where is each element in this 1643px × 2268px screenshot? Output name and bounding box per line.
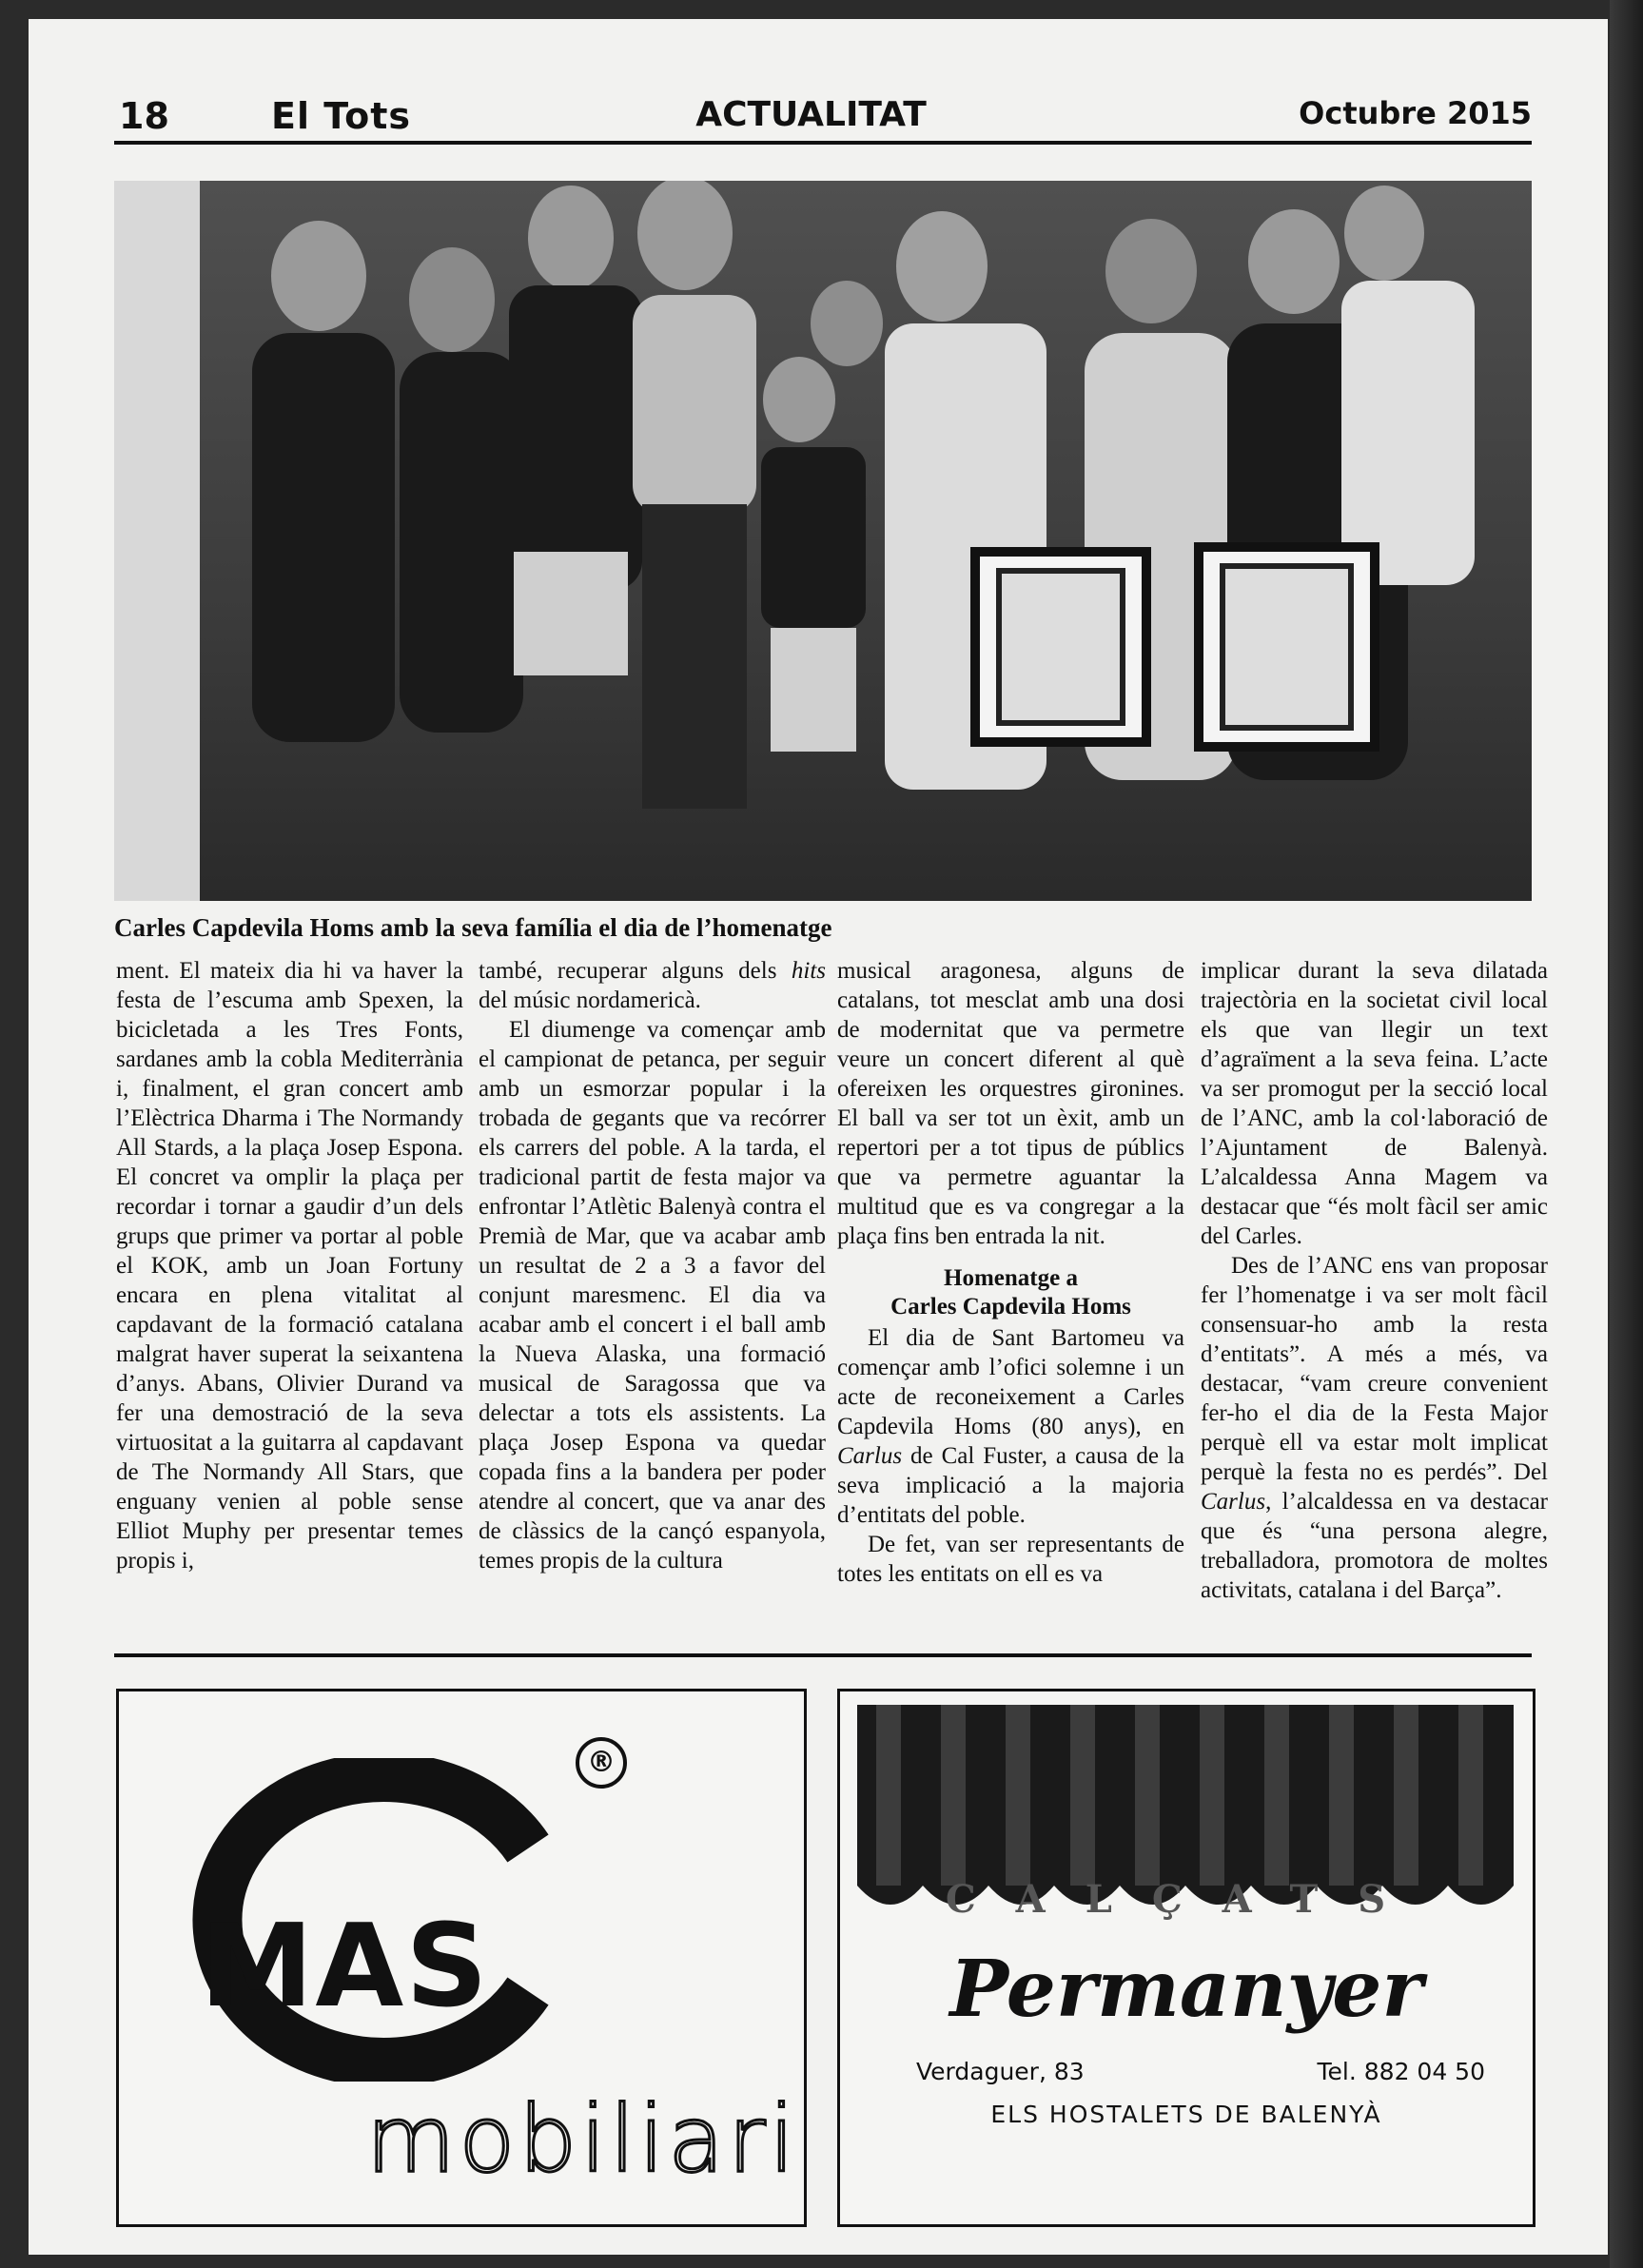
header-rule (114, 141, 1532, 145)
shop-town: ELS HOSTALETS DE BALENYÀ (990, 2101, 1382, 2128)
ad-calcats-permanyer (837, 1689, 1535, 2227)
page-spine (1610, 0, 1643, 2268)
family-group-photo (114, 181, 1532, 901)
issue-date: Octubre 2015 (1299, 95, 1532, 131)
photo-caption: Carles Capdevila Homs amb la seva família el dia de l’homenatge (114, 913, 832, 942)
article-paragraph: musical aragonesa, alguns de catalans, tot mesclat amb una dosi de modernitat que va permetre veure un concert diferent al què ofereixen les orquestres gironines. El ball va ser tot un èxit, amb un repertori per a tot tipus de públics que va permetre aguantar la multitud que es va congregar a la plaça fins ben entrada la nit. (837, 958, 1184, 1249)
article-bottom-rule (114, 1653, 1532, 1657)
mobiliari-wordmark: mobiliari (366, 2086, 799, 2193)
article-column-2 (479, 956, 826, 1575)
article-paragraph: De fet, van ser representants de totes les entitats on ell es va (837, 1532, 1184, 1587)
calcats-label: CALÇATS (945, 1877, 1426, 1922)
shop-address: Verdaguer, 83 (916, 2058, 1085, 2085)
article-paragraph: ment. El mateix dia hi va haver la festa de l’escuma amb Spexen, la bicicletada a les Tres Fonts, sardanes amb la cobla Mediterrània i, finalment, el gran concert amb l’Elèctrica Dharma i The Normandy All Stards, a la plaça Josep Espona. El concret va omplir la plaça per recordar i tornar a gaudir d’un dels grups que primer va portar al poble el KOK, amb un Joan Fortuny encara en plena vitalitat al capdavant de la formació catalana malgrat haver superat la seixantena d’anys. Abans, Olivier Durand va fer una demostració de la seva virtuositat a la guitarra al capdavant de The Normandy All Stars, que enguany venien al poble sense Elliot Muphy per presentar temes propis i, (116, 958, 463, 1574)
permanyer-brand: Permanyer (949, 1944, 1423, 2035)
article-column-1 (116, 956, 463, 1575)
article-paragraph: El dia de Sant Bartomeu va començar amb l’ofici solemne i un acte de reconeixement a Carles Capdevila Homs (80 anys), en Carlus de Cal Fuster, a causa de la seva implicació a la majoria d’entitats del poble. (837, 1325, 1184, 1528)
article-column-3 (837, 956, 1184, 1589)
mas-brand: MAS (200, 1901, 490, 2033)
publication-name: El Tots (271, 95, 411, 137)
article-subheading: Homenatge a Carles Capdevila Homs (890, 1265, 1131, 1320)
shop-phone: Tel. 882 04 50 (1317, 2058, 1485, 2085)
article-paragraph: implicar durant la seva dilatada trajectòria en la societat civil local els que van llegir un text d’agraïment a la seva feina. L’acte va ser promogut per la secció local de l’ANC, amb la col·laboració de l’Ajuntament de Balenyà. L’alcaldessa Anna Magem va destacar que “és molt fàcil ser amic del Carles. (1201, 958, 1548, 1249)
page-header (90, 76, 1532, 143)
photo-illustration-icon (114, 181, 1532, 901)
section-title: ACTUALITAT (695, 95, 927, 134)
registered-mark: ® (576, 1737, 627, 1789)
page-number: 18 (119, 95, 169, 137)
article-paragraph: també, recuperar alguns dels hits del músic nordamericà. (479, 958, 826, 1013)
article-paragraph: El diumenge va començar amb el campionat de petanca, per seguir amb un esmorzar popular i la trobada de gegants que va recórrer els carrers del poble. A la tarda, el tradicional partit de festa major va enfrontar l’Atlètic Balenyà contra el Premià de Mar, que va acabar amb un resultat de 2 a 3 a favor del conjunt maresmenc. El dia va acabar amb el concert i el ball amb la Nueva Alaska, una formació musical de Saragossa que va delectar a tots els assistents. La plaça Josep Espona va quedar copada fins a la bandera per poder atendre al concert, que va anar des de clàssics de la cançó espanyola, temes propis de la cultura (479, 1017, 826, 1574)
ad-mas-mobiliari (116, 1689, 807, 2227)
article-column-4 (1201, 956, 1548, 1605)
article-paragraph: Des de l’ANC ens van proposar fer l’homenatge i va ser molt fàcil consensuar-ho amb la resta d’entitats”. A més a més, va destacar, “vam creure convenient fer-ho el dia de la Festa Major perquè ell va estar molt implicat perquè la festa no es perdés”. Del Carlus, l’alcaldessa en va destacar que és “una persona alegre, treballadora, promotora de moltes activitats, catalana i del Barça”. (1201, 1253, 1548, 1603)
